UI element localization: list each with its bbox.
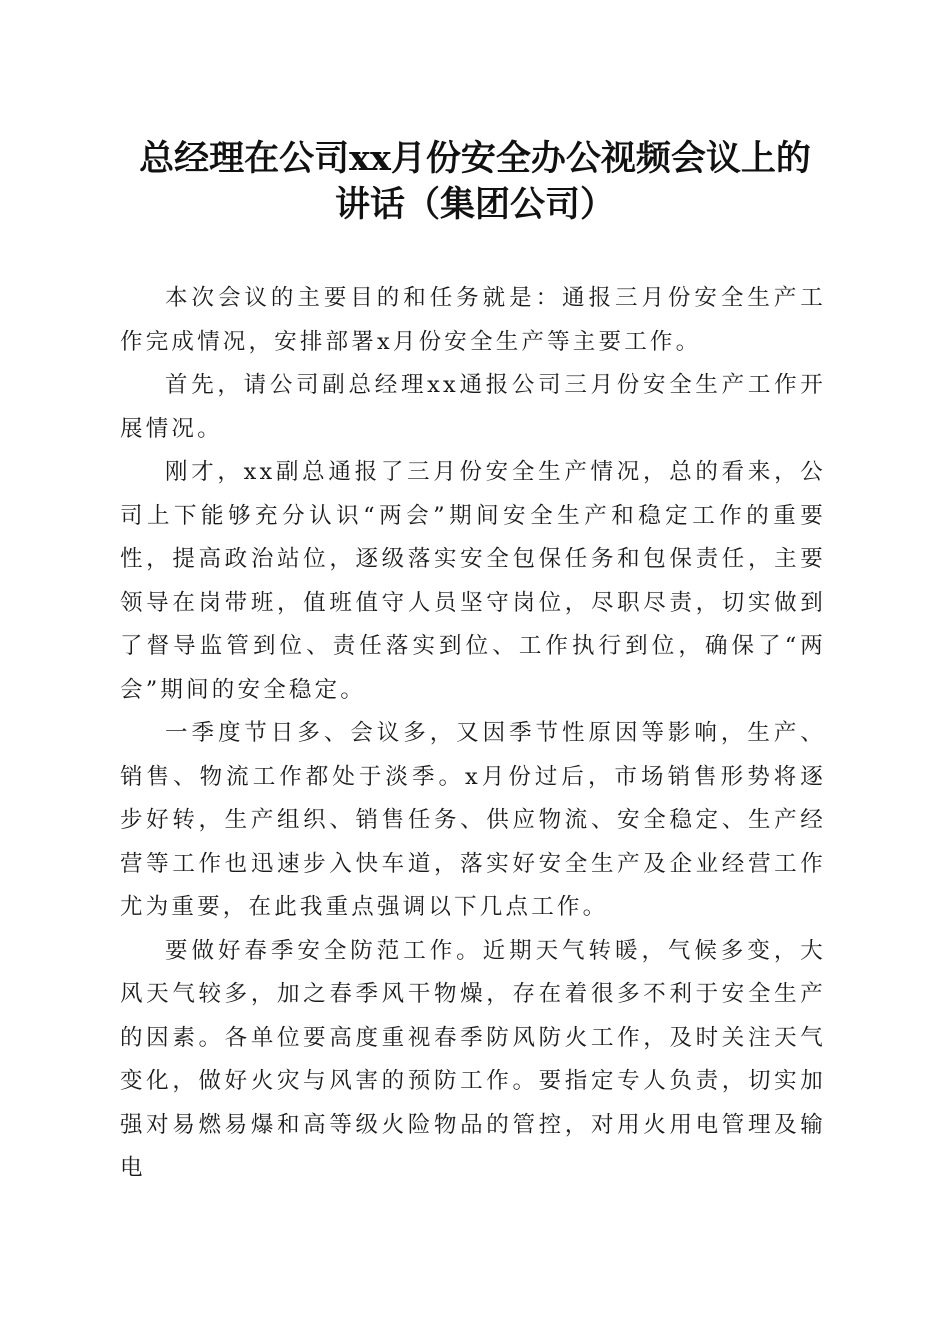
paragraph-first-report: 首先，请公司副总经理xx通报公司三月份安全生产工作开展情况。: [120, 372, 826, 442]
paragraph-first-quarter: 一季度节日多、会议多，又因季节性原因等影响，生产、销售、物流工作都处于淡季。x月份过后，市场销售形势将逐步好转，生产组织、销售任务、供应物流、安全稳定、生产经营等工作也迅速步入快车道，落实好安全生产及企业经营工作尤为重要，在此我重点强调以下几点工作。: [120, 720, 826, 920]
paragraph-review: 刚才，xx副总通报了三月份安全生产情况，总的看来，公司上下能够充分认识“两会”期间安全生产和稳定工作的重要性，提高政治站位，逐级落实安全包保任务和包保责任，主要领导在岗带班，值班值守人员坚守岗位，尽职尽责，切实做到了督导监管到位、责任落实到位、工作执行到位，确保了“两会”期间的安全稳定。: [120, 459, 826, 703]
paragraph-spring-safety: 要做好春季安全防范工作。近期天气转暖，气候多变，大风天气较多，加之春季风干物燥，存在着很多不利于安全生产的因素。各单位要高度重视春季防风防火工作，及时关注天气变化，做好火灾与风害的预防工作。要指定专人负责，切实加强对易燃易爆和高等级火险物品的管控，对用火用电管理及输电: [120, 937, 826, 1181]
title-line-2: 讲话（集团公司）: [334, 184, 615, 225]
title-line-1: 总经理在公司xx月份安全办公视频会议上的: [139, 138, 811, 179]
paragraph-meeting-purpose: 本次会议的主要目的和任务就是：通报三月份安全生产工作完成情况，安排部署x月份安全生产等主要工作。: [120, 285, 826, 355]
document-title: [110, 136, 840, 228]
document-body: [120, 277, 826, 1191]
